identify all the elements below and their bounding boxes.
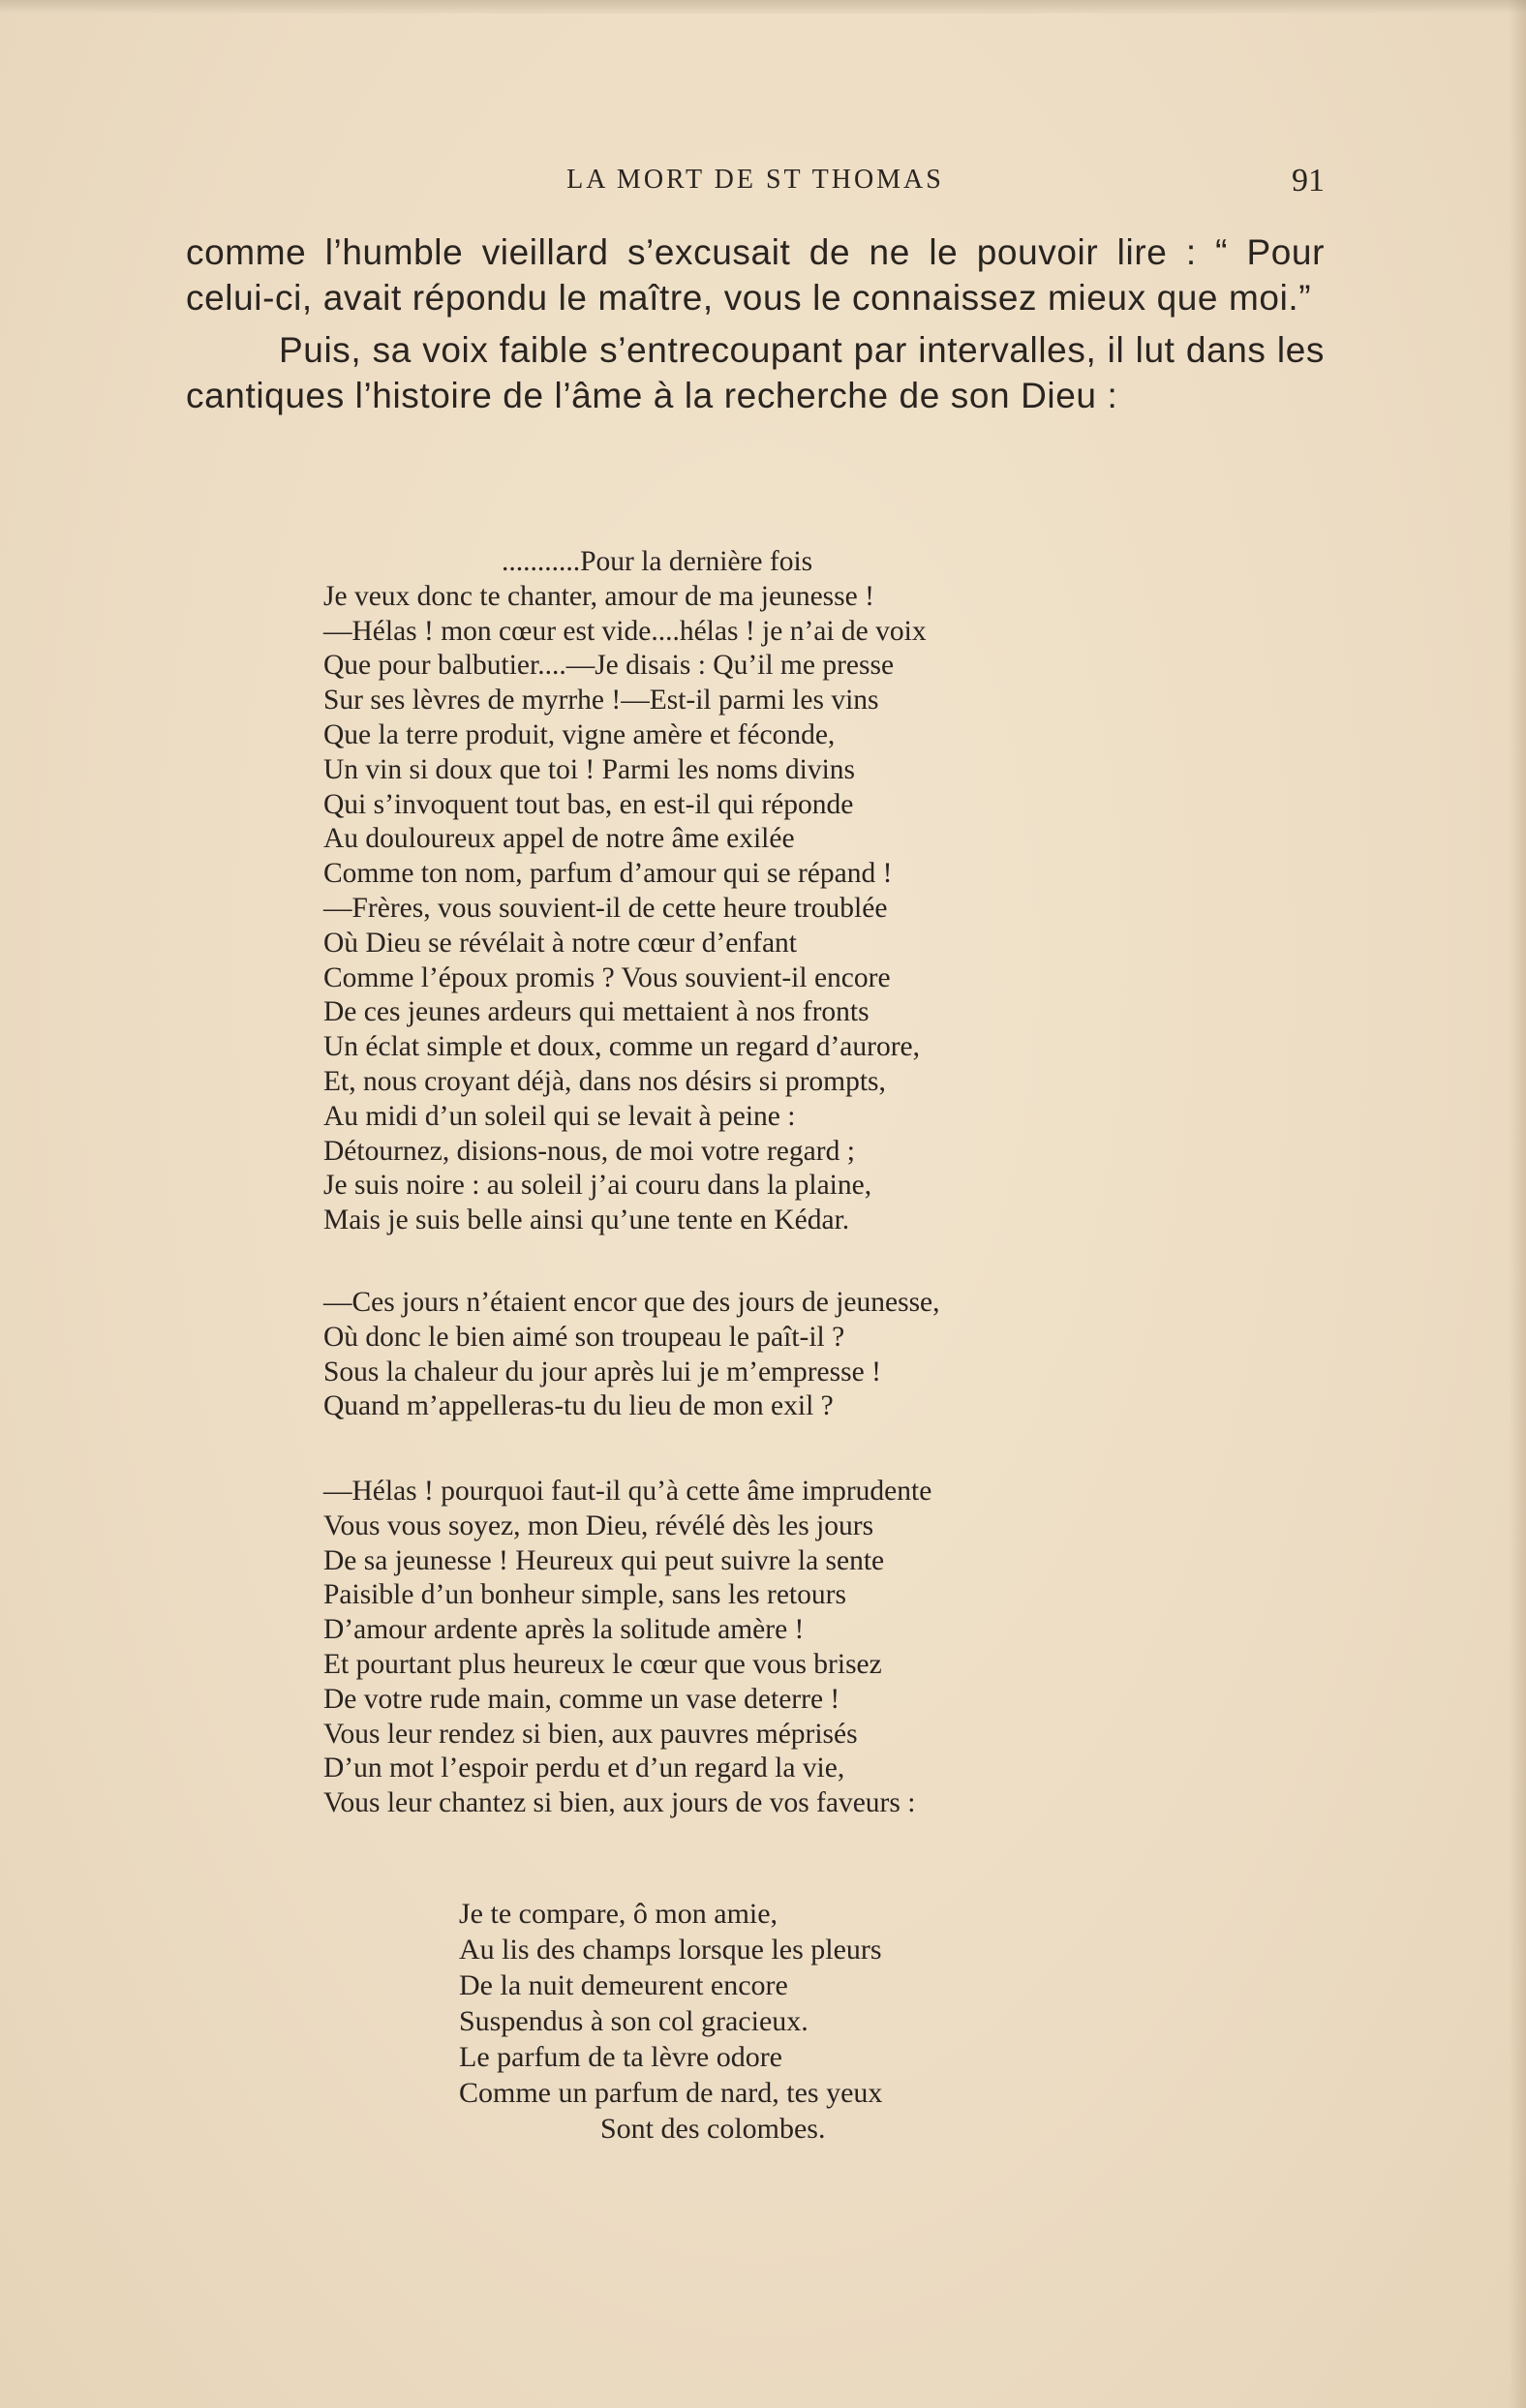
verse-line: Au lis des champs lorsque les pleurs: [459, 1934, 882, 1966]
prose-block: [186, 230, 1325, 418]
verse-line: De sa jeunesse ! Heureux qui peut suivre la sente: [323, 1544, 885, 1576]
verse-line: Je suis noire : au soleil j’ai couru dans la plaine,: [323, 1170, 872, 1202]
verse-line: Et pourtant plus heureux le cœur que vous brisez: [323, 1648, 882, 1680]
verse-line: Au douloureux appel de notre âme exilée: [323, 823, 795, 855]
running-head: [186, 163, 1325, 201]
verse-line: Un éclat simple et doux, comme un regard d’aurore,: [323, 1031, 920, 1063]
verse-line: D’amour ardente après la solitude amère !: [323, 1614, 805, 1646]
verse-line: Je te compare, ô mon amie,: [459, 1898, 778, 1930]
verse-line: Qui s’invoquent tout bas, en est-il qui réponde: [323, 788, 854, 820]
prose-paragraph: Puis, sa voix faible s’entrecoupant par intervalles, il lut dans les cantiques l’histoire de l’âme à la recherche de son Dieu :: [186, 330, 1325, 415]
verse-line: Au midi d’un soleil qui se levait à peine :: [323, 1100, 796, 1132]
verse-line: —Ces jours n’étaient encor que des jours de jeunesse,: [323, 1287, 940, 1318]
verse-line: Vous leur rendez si bien, aux pauvres méprisés: [323, 1718, 858, 1750]
verse-line: Sur ses lèvres de myrrhe !—Est-il parmi les vins: [323, 685, 879, 716]
verse-line: Détournez, disions-nous, de moi votre regard ;: [323, 1135, 855, 1167]
verse-line: Je veux donc te chanter, amour de ma jeunesse !: [323, 580, 874, 612]
verse-line: Sont des colombes.: [600, 2113, 826, 2145]
verse-line: Suspendus à son col gracieux.: [459, 2005, 809, 2037]
verse-stanza: [459, 1896, 882, 2147]
verse-line: Comme ton nom, parfum d’amour qui se répand !: [323, 858, 893, 890]
verse-line: Comme un parfum de nard, tes yeux: [459, 2077, 883, 2109]
verse-line: Vous leur chantez si bien, aux jours de vos faveurs :: [323, 1787, 916, 1819]
verse-line: Que pour balbutier....—Je disais : Qu’il me presse: [323, 650, 895, 682]
verse-line: Le parfum de ta lèvre odore: [459, 2041, 782, 2073]
verse-stanza: [323, 1286, 940, 1424]
page-number: 91: [1292, 163, 1325, 198]
verse-line: Comme l’époux promis ? Vous souvient-il encore: [323, 961, 891, 993]
verse-line: Vous vous soyez, mon Dieu, révélé dès les jours: [323, 1509, 874, 1541]
verse-line: ...........Pour la dernière fois: [502, 546, 813, 577]
verse-line: Mais je suis belle ainsi qu’une tente en Kédar.: [323, 1204, 850, 1236]
verse-line: Où donc le bien aimé son troupeau le paît-il ?: [323, 1321, 845, 1353]
verse-line: —Frères, vous souvient-il de cette heure troublée: [323, 892, 888, 924]
verse-line: De votre rude main, comme un vase deterre !: [323, 1683, 840, 1715]
verse-line: De ces jeunes ardeurs qui mettaient à nos fronts: [323, 996, 870, 1028]
verse-line: D’un mot l’espoir perdu et d’un regard la vie,: [323, 1753, 845, 1784]
verse-stanza: [323, 1475, 931, 1821]
verse-line: Quand m’appelleras-tu du lieu de mon exil ?: [323, 1390, 834, 1422]
running-title: LA MORT DE ST THOMAS: [566, 165, 944, 195]
verse-line: Et, nous croyant déjà, dans nos désirs si prompts,: [323, 1065, 886, 1097]
verse-line: Que la terre produit, vigne amère et féconde,: [323, 718, 836, 750]
verse-line: Paisible d’un bonheur simple, sans les retours: [323, 1579, 846, 1611]
verse-line: —Hélas ! mon cœur est vide....hélas ! je n’ai de voix: [323, 615, 927, 647]
verse-line: Un vin si doux que toi ! Parmi les noms divins: [323, 753, 856, 785]
page-right-edge: [1509, 0, 1526, 2408]
verse-line: De la nuit demeurent encore: [459, 1969, 788, 2001]
verse-line: —Hélas ! pourquoi faut-il qu’à cette âme imprudente: [323, 1476, 932, 1507]
verse-stanza: [323, 545, 927, 1238]
page-top-edge: [0, 0, 1526, 14]
prose-paragraph: comme l’humble vieillard s’excusait de ne le pouvoir lire : “ Pour celui-ci, avait répondu le maître, vous le connaissez mieux que moi.”: [186, 232, 1325, 318]
verse-line: Où Dieu se révélait à notre cœur d’enfant: [323, 927, 797, 959]
verse-line: Sous la chaleur du jour après lui je m’empresse !: [323, 1356, 881, 1387]
